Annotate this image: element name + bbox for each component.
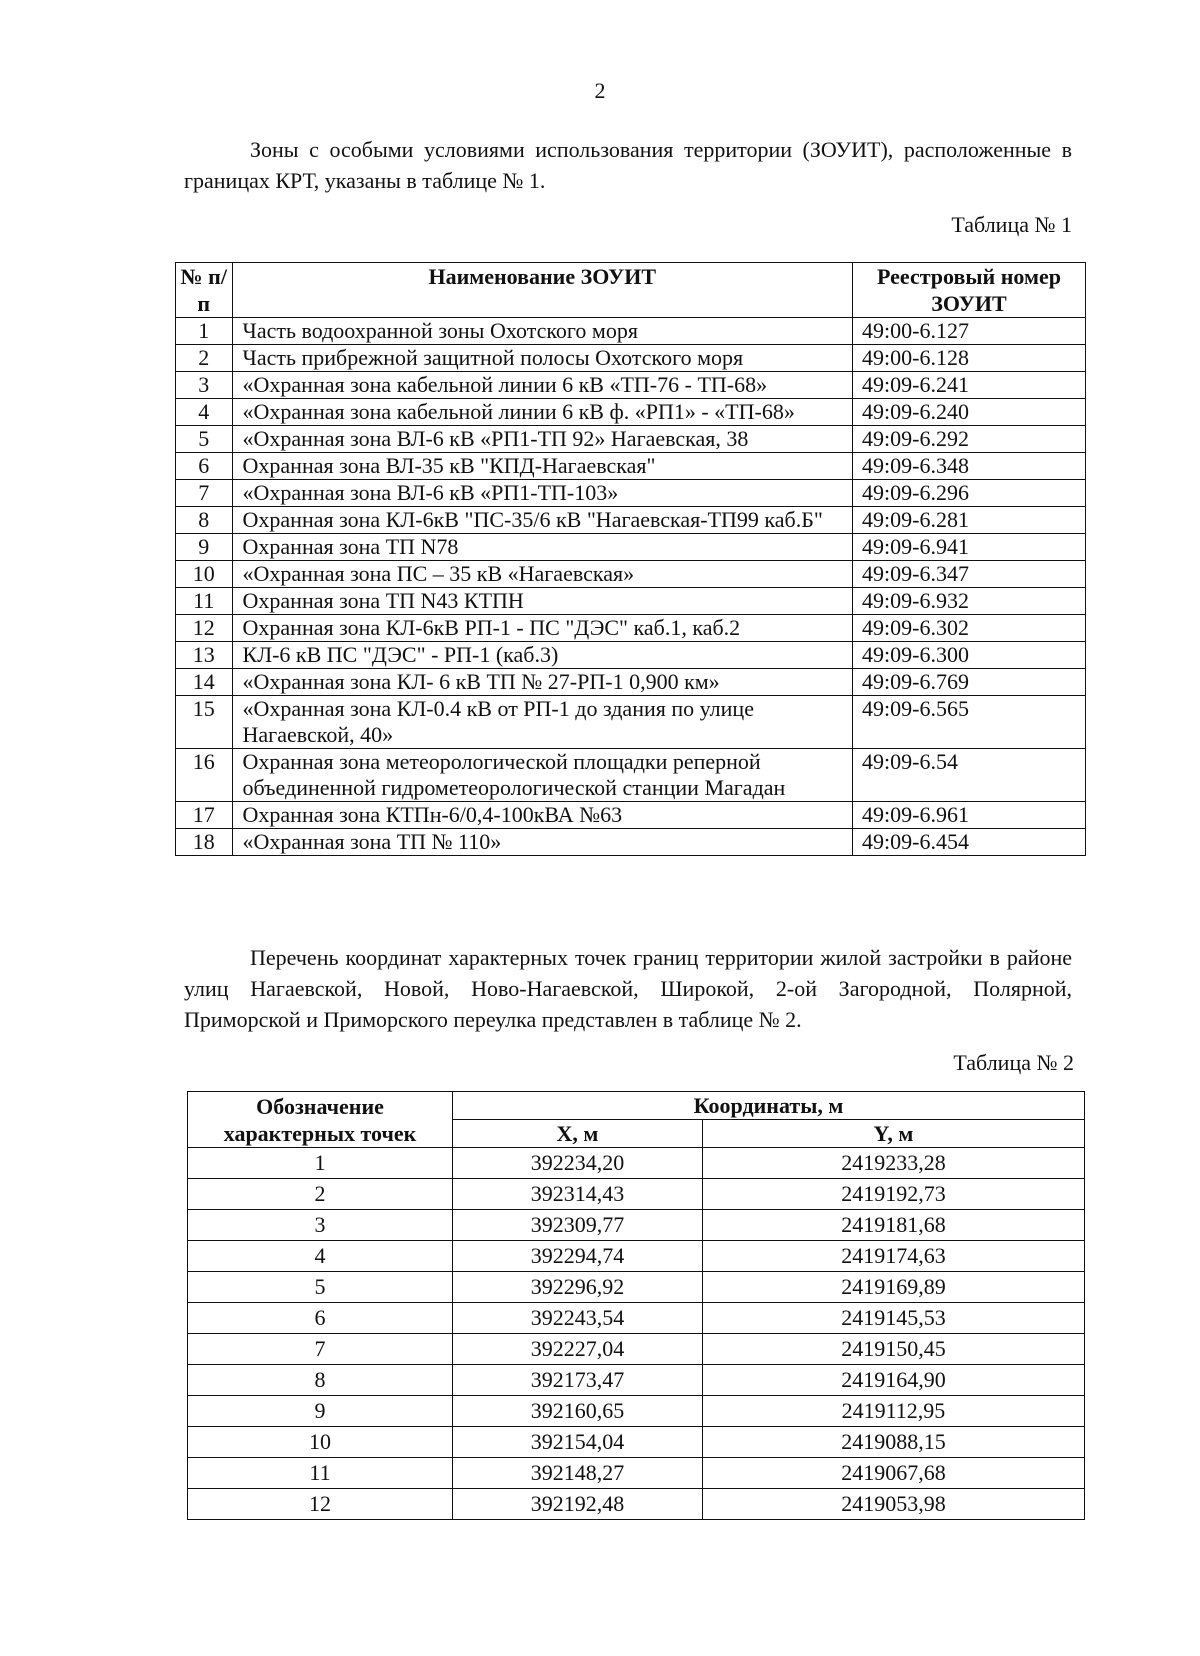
row-name: «Охранная зона КЛ-0.4 кВ от РП-1 до здания по улице Нагаевской, 40»: [232, 696, 852, 749]
row-num: 14: [176, 669, 233, 696]
row-registry: 49:09-6.932: [853, 588, 1086, 615]
table-row: [176, 829, 1086, 856]
row-num: 12: [176, 615, 233, 642]
row-name: Охранная зона КЛ-6кВ "ПС-35/6 кВ "Нагаевская-ТП99 каб.Б": [232, 507, 852, 534]
row-num: 6: [176, 453, 233, 480]
row-name: Охранная зона ТП N43 КТПН: [232, 588, 852, 615]
row-registry: 49:09-6.281: [853, 507, 1086, 534]
row-registry: 49:09-6.300: [853, 642, 1086, 669]
row-num: 1: [176, 318, 233, 345]
row-name: «Охранная зона кабельной линии 6 кВ ф. «РП1» - «ТП-68»: [232, 399, 852, 426]
table-row: [188, 1303, 1085, 1334]
row-x: 392314,43: [453, 1179, 703, 1210]
row-registry: 49:00-6.127: [853, 318, 1086, 345]
row-num: 5: [176, 426, 233, 453]
table-row: [188, 1241, 1085, 1272]
header-num: № п/п: [176, 263, 233, 318]
row-num: 18: [176, 829, 233, 856]
table-row: [176, 426, 1086, 453]
row-name: Часть прибрежной защитной полосы Охотского моря: [232, 345, 852, 372]
header-registry: Реестровый номер ЗОУИТ: [853, 263, 1086, 318]
row-x: 392227,04: [453, 1334, 703, 1365]
row-y: 2419088,15: [702, 1427, 1084, 1458]
row-x: 392192,48: [453, 1489, 703, 1520]
row-name: «Охранная зона кабельной линии 6 кВ «ТП-76 - ТП-68»: [232, 372, 852, 399]
table-row: [176, 802, 1086, 829]
row-x: 392154,04: [453, 1427, 703, 1458]
row-name: Охранная зона ВЛ-35 кВ "КПД-Нагаевская": [232, 453, 852, 480]
row-num: 15: [176, 696, 233, 749]
table-header-row: [176, 263, 1086, 318]
table-row: [188, 1334, 1085, 1365]
row-registry: 49:00-6.128: [853, 345, 1086, 372]
row-num: 9: [176, 534, 233, 561]
row-registry: 49:09-6.565: [853, 696, 1086, 749]
row-point: 2: [188, 1179, 453, 1210]
row-name: Охранная зона метеорологической площадки реперной объединенной гидрометеорологической станции Магадан: [232, 749, 852, 802]
row-y: 2419233,28: [702, 1148, 1084, 1179]
row-y: 2419181,68: [702, 1210, 1084, 1241]
row-point: 6: [188, 1303, 453, 1334]
row-registry: 49:09-6.296: [853, 480, 1086, 507]
row-num: 3: [176, 372, 233, 399]
row-y: 2419174,63: [702, 1241, 1084, 1272]
row-num: 4: [176, 399, 233, 426]
header-name: Наименование ЗОУИТ: [232, 263, 852, 318]
row-num: 2: [176, 345, 233, 372]
row-x: 392148,27: [453, 1458, 703, 1489]
row-num: 16: [176, 749, 233, 802]
row-y: 2419112,95: [702, 1396, 1084, 1427]
row-x: 392234,20: [453, 1148, 703, 1179]
zouit-table: [175, 262, 1086, 856]
row-registry: 49:09-6.302: [853, 615, 1086, 642]
row-point: 3: [188, 1210, 453, 1241]
row-registry: 49:09-6.292: [853, 426, 1086, 453]
table-row: [176, 669, 1086, 696]
intro-paragraph: [184, 134, 1072, 196]
table2-caption: Таблица № 2: [953, 1050, 1074, 1075]
table-row: [176, 642, 1086, 669]
row-num: 13: [176, 642, 233, 669]
row-registry: 49:09-6.241: [853, 372, 1086, 399]
row-num: 8: [176, 507, 233, 534]
row-point: 9: [188, 1396, 453, 1427]
row-point: 4: [188, 1241, 453, 1272]
coordinates-paragraph: [184, 942, 1072, 1035]
header-point: Обозначение характерных точек: [188, 1092, 453, 1148]
table-row: [176, 399, 1086, 426]
table-row: [188, 1365, 1085, 1396]
row-point: 12: [188, 1489, 453, 1520]
row-registry: 49:09-6.347: [853, 561, 1086, 588]
row-num: 17: [176, 802, 233, 829]
row-name: Часть водоохранной зоны Охотского моря: [232, 318, 852, 345]
table-row: [188, 1179, 1085, 1210]
row-name: «Охранная зона ТП № 110»: [232, 829, 852, 856]
row-name: «Охранная зона ВЛ-6 кВ «РП1-ТП 92» Нагаевская, 38: [232, 426, 852, 453]
row-point: 10: [188, 1427, 453, 1458]
table-header-row: [188, 1092, 1085, 1120]
header-coords: Координаты, м: [453, 1092, 1085, 1120]
row-x: 392160,65: [453, 1396, 703, 1427]
coordinates-table: [187, 1091, 1085, 1520]
row-registry: 49:09-6.769: [853, 669, 1086, 696]
table-row: [188, 1489, 1085, 1520]
row-point: 11: [188, 1458, 453, 1489]
row-y: 2419169,89: [702, 1272, 1084, 1303]
intro-text: Зоны с особыми условиями использования территории (ЗОУИТ), расположенные в границах КРТ, указаны в таблице № 1.: [184, 137, 1072, 193]
row-y: 2419192,73: [702, 1179, 1084, 1210]
row-x: 392243,54: [453, 1303, 703, 1334]
row-x: 392294,74: [453, 1241, 703, 1272]
row-point: 7: [188, 1334, 453, 1365]
table-row: [176, 696, 1086, 749]
table-row: [176, 749, 1086, 802]
row-x: 392173,47: [453, 1365, 703, 1396]
table-row: [176, 453, 1086, 480]
table1-caption: Таблица № 1: [951, 212, 1072, 237]
table-row: [188, 1427, 1085, 1458]
table-row: [176, 372, 1086, 399]
row-num: 11: [176, 588, 233, 615]
row-registry: 49:09-6.941: [853, 534, 1086, 561]
row-registry: 49:09-6.348: [853, 453, 1086, 480]
row-y: 2419164,90: [702, 1365, 1084, 1396]
row-name: Охранная зона ТП N78: [232, 534, 852, 561]
coordinates-table-body: [188, 1148, 1085, 1520]
row-registry: 49:09-6.240: [853, 399, 1086, 426]
row-x: 392309,77: [453, 1210, 703, 1241]
row-y: 2419053,98: [702, 1489, 1084, 1520]
header-x: X, м: [453, 1120, 703, 1148]
table-row: [176, 534, 1086, 561]
row-registry: 49:09-6.454: [853, 829, 1086, 856]
row-point: 8: [188, 1365, 453, 1396]
table-row: [176, 588, 1086, 615]
row-name: «Охранная зона КЛ- 6 кВ ТП № 27-РП-1 0,900 км»: [232, 669, 852, 696]
table-row: [188, 1210, 1085, 1241]
page-number: 2: [594, 78, 606, 103]
row-registry: 49:09-6.54: [853, 749, 1086, 802]
row-name: КЛ-6 кВ ПС "ДЭС" - РП-1 (каб.3): [232, 642, 852, 669]
row-name: «Охранная зона ПС – 35 кВ «Нагаевская»: [232, 561, 852, 588]
table-row: [176, 480, 1086, 507]
table-row: [188, 1396, 1085, 1427]
header-y: Y, м: [702, 1120, 1084, 1148]
row-point: 5: [188, 1272, 453, 1303]
coordinates-text: Перечень координат характерных точек границ территории жилой застройки в районе улиц Нагаевской, Новой, Ново-Нагаевской, Широкой, 2-ой Загородной, Полярной, Приморской и Приморского переулка представлен в таблице № 2.: [184, 945, 1072, 1032]
table-row: [188, 1148, 1085, 1179]
row-num: 7: [176, 480, 233, 507]
row-point: 1: [188, 1148, 453, 1179]
zouit-table-body: [176, 318, 1086, 856]
row-name: Охранная зона КЛ-6кВ РП-1 - ПС "ДЭС" каб.1, каб.2: [232, 615, 852, 642]
row-name: Охранная зона КТПн-6/0,4-100кВА №63: [232, 802, 852, 829]
table-row: [176, 345, 1086, 372]
table-row: [176, 507, 1086, 534]
table-row: [176, 615, 1086, 642]
row-y: 2419067,68: [702, 1458, 1084, 1489]
row-x: 392296,92: [453, 1272, 703, 1303]
table-row: [176, 318, 1086, 345]
row-y: 2419145,53: [702, 1303, 1084, 1334]
row-num: 10: [176, 561, 233, 588]
row-registry: 49:09-6.961: [853, 802, 1086, 829]
table-row: [188, 1272, 1085, 1303]
table-row: [176, 561, 1086, 588]
row-y: 2419150,45: [702, 1334, 1084, 1365]
row-name: «Охранная зона ВЛ-6 кВ «РП1-ТП-103»: [232, 480, 852, 507]
table-row: [188, 1458, 1085, 1489]
